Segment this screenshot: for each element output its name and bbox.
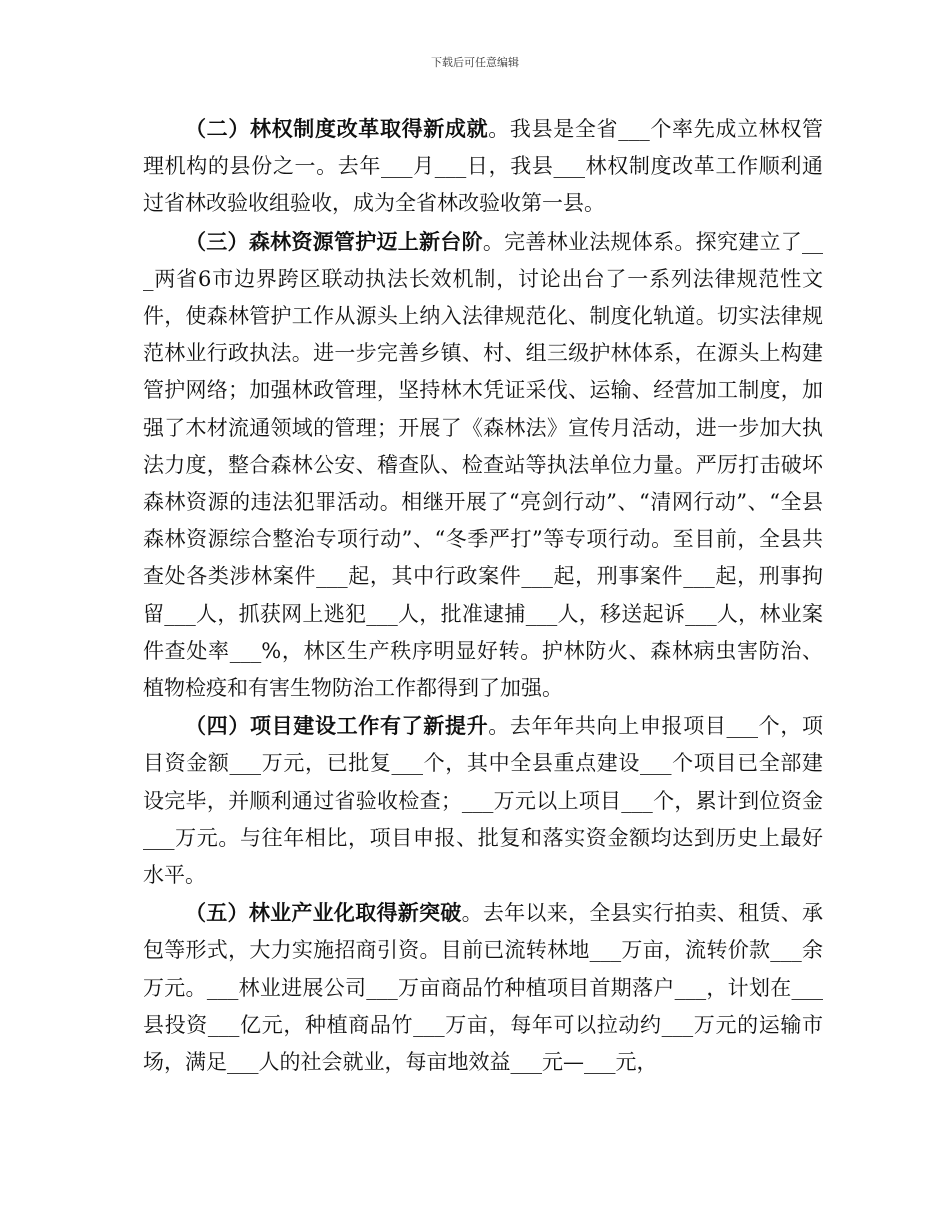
paragraph-heading: （二）林权制度改革取得新成就 — [185, 116, 489, 141]
paragraph-heading: （四）项目建设工作有了新提升 — [185, 713, 489, 739]
paragraph-text: 。完善林业法规体系。探究建立了___两省6市边界跨区联动执法长效机制，讨论出台了一系列法律规范性文件，使森林管护工作从源头上纳入法律规范化、制度化轨道。切实法律规范林业行政执法。进一步完善乡镇、村、组三级护林体系，在源头上构建管护网络；加强林政管理，坚持林木凭证采伐、运输、经营加工制度，加强了木材流通领域的管理；开展了《森林法》宣传月活动，进一步加大执法力度，整合森林公安、稽查队、检查站等执法单位力量。严厉打击破坏森林资源的违法犯罪活动。相继开展了“亮剑行动”、“清网行动”、“全县森林资源综合整治专项行动”、“冬季严打”等专项行动。至目前，全县共查处各类涉林案件___起，其中行政案件___起，刑事案件___起，刑事拘留___人，抓获网上逃犯___人，批准逮捕___人，移送起诉___人，林业案件查处率___%，林区生产秩序明显好转。护林防火、森林病虫害防治、植物检疫和有害生物防治工作都得到了加强。 — [143, 229, 824, 701]
paragraph-heading: （五）林业产业化取得新突破 — [185, 900, 462, 926]
paragraph-text: 。去年以来，全县实行拍卖、租赁、承包等形式，大力实施招商引资。目前已流转林地___万亩，流转价款___余万元。___林业进展公司___万亩商品竹种植项目首期落户___，计划在___县投资___亿元，种植商品竹___万亩，每年可以拉动约___万元的运输市场，满足___人的社会就业，每亩地效益___元—___元， — [143, 901, 824, 1075]
paragraph-industrialization — [143, 894, 823, 1081]
document-body — [143, 110, 823, 1081]
paragraph-project-construction — [143, 707, 823, 894]
paragraph-text: 。去年年共向上申报项目___个，项目资金额___万元，已批复___个，其中全县重点建设___个项目已全部建设完毕，并顺利通过省验收检查；___万元以上项目___个，累计到位资金___万元。与往年相比，项目申报、批复和落实资金额均达到历史上最好水平。 — [143, 714, 823, 888]
paragraph-text: 。我县是全省___个率先成立林权管理机构的县份之一。去年___月___日，我县___林权制度改革工作顺利通过省林改验收组验收，成为全省林改验收第一县。 — [143, 117, 823, 216]
paragraph-forest-protection — [143, 223, 823, 708]
paragraph-heading: （三）森林资源管护迈上新台阶 — [185, 228, 483, 254]
paragraph-forest-rights-reform — [143, 110, 823, 223]
page-header: 下载后可任意编辑 — [431, 56, 519, 69]
